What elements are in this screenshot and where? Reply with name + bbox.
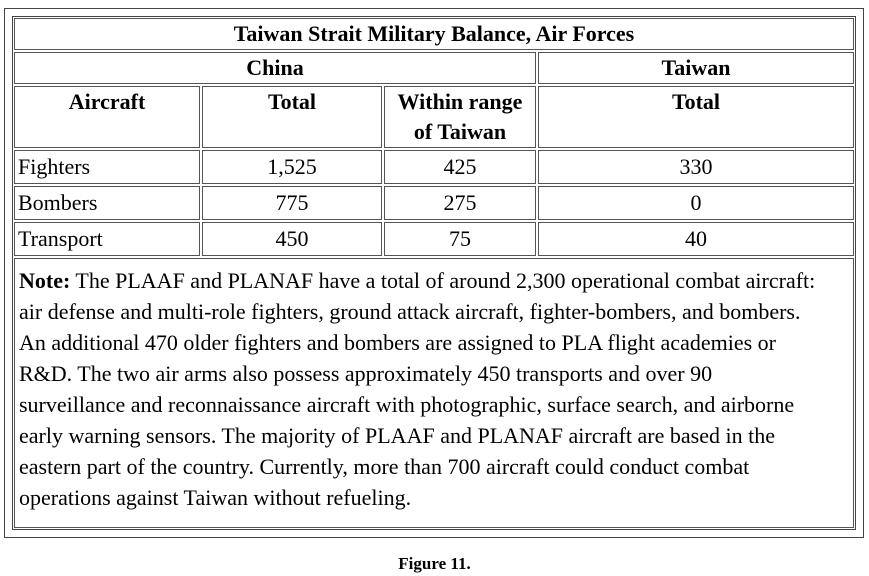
- table-title: Taiwan Strait Military Balance, Air Forces: [14, 18, 854, 50]
- note-line: surveillance and reconnaissance aircraft with photographic, surface search, and airborne: [19, 392, 795, 417]
- note-line: eastern part of the country. Currently, more than 700 aircraft could conduct combat: [19, 454, 750, 479]
- note-line: [19, 265, 847, 296]
- note-label: Note:: [19, 268, 71, 293]
- table-inner-frame: [12, 16, 856, 530]
- table-note: [14, 258, 854, 528]
- note-line-text: The PLAAF and PLANAF have a total of around 2,300 operational combat aircraft:: [70, 268, 816, 293]
- row-transport-label: Transport: [14, 222, 200, 256]
- note-line: R&D. The two air arms also possess approximately 450 transports and over 90: [19, 361, 713, 386]
- within-range-line-1: Within range: [397, 89, 523, 114]
- row-transport-china-total: 450: [202, 222, 382, 256]
- row-bombers-within-range: 275: [384, 186, 536, 220]
- row-bombers-taiwan-total: 0: [538, 186, 854, 220]
- row-fighters-china-total: 1,525: [202, 150, 382, 184]
- row-fighters-label: Fighters: [14, 150, 200, 184]
- note-line: early warning sensors. The majority of PLAAF and PLANAF aircraft are based in the: [19, 423, 775, 448]
- row-fighters-taiwan-total: 330: [538, 150, 854, 184]
- column-header-china-total: Total: [202, 86, 382, 148]
- column-header-taiwan-total: Total: [538, 86, 854, 148]
- note-line: air defense and multi-role fighters, ground attack aircraft, fighter-bombers, and bombers.: [19, 299, 801, 324]
- group-header-taiwan: Taiwan: [538, 52, 854, 84]
- group-header-china: China: [14, 52, 536, 84]
- table-outer-frame: [4, 8, 864, 538]
- within-range-line-2: of Taiwan: [413, 119, 507, 144]
- row-bombers-china-total: 775: [202, 186, 382, 220]
- column-header-within-range: [384, 86, 536, 148]
- row-transport-taiwan-total: 40: [538, 222, 854, 256]
- column-header-aircraft: Aircraft: [14, 86, 200, 148]
- row-bombers-label: Bombers: [14, 186, 200, 220]
- note-line: operations against Taiwan without refueling.: [19, 485, 412, 510]
- note-line: An additional 470 older fighters and bombers are assigned to PLA flight academies or: [19, 330, 776, 355]
- figure-caption: Figure 11.: [398, 554, 471, 573]
- row-transport-within-range: 75: [384, 222, 536, 256]
- row-fighters-within-range: 425: [384, 150, 536, 184]
